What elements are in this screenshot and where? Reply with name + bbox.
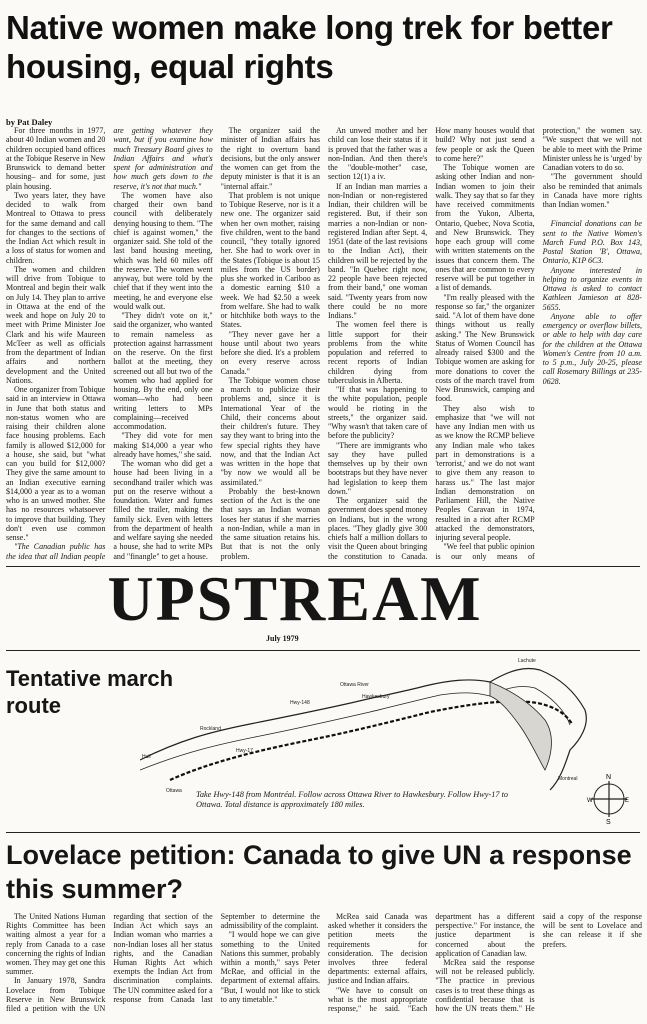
article-paragraph: If an Indian man marries a non-Indian or non-registered Indian, their children will be registered. But, if their son marries a non-Indian or non-registered Indian after Sept. 4, 1951 (date of the last revisions to the Indian Act), their children will be rejected by the band. "In Quebec right now, 22 people have been rejected from their band," one woman said. "Twenty years from now there could be no more Indians." [327, 181, 428, 320]
article-paragraph: The Tobique women are asking other Indian and non-Indian women to join their walk. They say that so far they have received commitments from the Yukon, Alberta, Ontario, Quebec, Nova Scotia, and New Brunswick. They hope each group will come with written statements on the issues that concern them. The ones that are common to every reserve will be put together in a list of demands. [435, 163, 535, 293]
route-map [140, 640, 600, 800]
article-paragraph: Probably the best-known section of the Act is the one that says an Indian woman loses her status if she marries a non-Indian, while a man in the same situation retains his. But that is not the only problem. [220, 486, 320, 561]
article-body [6, 126, 642, 568]
article-paragraph: "I'm really pleased with the response so far," the organizer said. "A lot of them have done things without us really asking." The New Brunswick Status of Women Council has already raised $300 and the Tobique women are asking for more donations to cover the costs of the march travel from New Brunswick, camping and food. [435, 292, 535, 404]
compass-w: W [587, 798, 593, 804]
map-label-hwy17: Hwy-17 [236, 748, 253, 754]
map-label-lachute: Lachute [518, 658, 536, 664]
article-paragraph: One organizer from Tobique said in an interview in Ottawa in June that both status and non-status women who are raising their children alone face housing problems. Each family is allowed $12,000 for a house, she said, but "what can you build for $12,000? They give the same amount to an Indian executive earning $14,000 a year as to a woman who is an unwed mother. She has no resources whatsoever to improve that building. They don't even use common sense." [6, 385, 106, 542]
article-headline-2: Lovelace petition: Canada to give UN a response this summer? [6, 840, 632, 904]
compass-s: S [606, 819, 611, 824]
map-label-montreal: Montreal [558, 776, 578, 782]
map-title: Tentative march route [6, 666, 174, 718]
compass-icon [587, 772, 631, 824]
compass-e: E [625, 798, 630, 804]
article-paragraph: "I would hope we can give something to the United Nations this summer, probably within a month," says Peter McRae, and official in the department of external affairs. "But, I would not like to stick to any timetable." [220, 930, 320, 1004]
article-paragraph: The organizer said the minister of Indian affairs has the right to overturn band decisions, but the only answer the women can get from the deputy minister is that it is an "internal affair." [220, 126, 320, 191]
compass-n: N [606, 774, 612, 781]
article-paragraph: The women and children will drive from Tobique to Montreal and begin their walk on July 14. They plan to arrive in Ottawa at the end of the week and hope on July 20 to meet with Prime Minister Joe Clark and his wife Maureen McTeer as well as officials from the department of Indian affairs and northern development and the United Nations. [6, 264, 106, 385]
billets-note: Anyone able to offer emergency or overflow billets, or able to help with day care for the children at the Ottawa Women's Centre from 10 a.m. to 5 p.m., July 20-25, please call Rosemary Billings at 235-0628. [542, 311, 642, 386]
article-paragraph: The women feel there is little support for their problems from the white population and referred to recent reports of Indian children dying from tuberculosis in Alberta. [327, 320, 428, 385]
map-label-ottawa-river: Ottawa River [340, 682, 369, 688]
article-paragraph: "We feel that public opinion is our only means of protection," the women say. "We suspect that we will not be able to meet with the Prime Minister unless he is 'urged' by Canadian voters to do so. [435, 126, 642, 561]
article-paragraph: Two years later, they have decided to walk from Montreal to Ottawa to press for the same demand and call for changes to the sections of the Indian Act which result in a loss of status for women and children. [6, 190, 106, 265]
article-paragraph: An unwed mother and her child can lose their status if it is proved that the father was a non-Indian. And then there's the "double-mother" case, section 12(1) a iv. [327, 126, 428, 182]
article-paragraph: The organizer said the government does spend money on Indians, but in the wrong places. "They gladly give 300 chiefs half a million dollars to visit the Queen about bringing the constitution to Canada. How many houses would that build? Why not just send a few people or ask the Queen to come here?" [327, 126, 535, 561]
article-body-2 [6, 912, 642, 1022]
article-headline: Native women make long trek for better housing, equal rights [6, 9, 613, 85]
article-paragraph: The women have also charged their own band council with deliberately denying housing to them. "The chief is against women," the organizer said. She told of the last band housing meeting, which was held 60 miles off the reserve. The women went anyway, but were told by the chief that if they went into the meeting, he and everyone else would walk out. [113, 190, 213, 311]
section-divider [6, 832, 640, 833]
article-paragraph: McRea said the response will not be released publicly. "The practice in previous cases is to treat these things as confidential because that is how the UN treats them." He said a copy of the response will be sent to Lovelace and she can release it if she prefers. [435, 912, 642, 1014]
map-label-hwy148: Hwy-148 [290, 700, 310, 706]
map-label-rockland: Rockland [200, 726, 221, 732]
article-paragraph: The Tobique women chose a march to publicize their problems and, since it is International Year of the Child, their concerns about their children's future. They say they want to bring into the few special rights they have now, and that the Indian Act was written in the hope that "by now we would all be assimilated." [220, 375, 320, 487]
article-paragraph: "We have to consult on what is the most appropriate response," he said. "Each department has a different perspective." For instance, the justice department is concerned about the application of Canadian law. [327, 912, 535, 1014]
article-paragraph: McRea said Canada was asked whether it considers the petition meets the requirements for consideration. The decision involves three federal departments: external affairs, justice and Indian affairs. [327, 912, 428, 986]
article-paragraph: "The Canadian public has the idea that all Indian people are getting whatever they want, but if you examine how much Treasury Board gives to Indian Affairs and what's spent for administration and how much gets down to the reserve, it's not that much." [6, 126, 213, 561]
article-paragraph: That problem is not unique to Tobique Reserve, nor is it a new one. The organizer said when her own mother, raising five children, went to the band council, "they totally ignored her. She had to work over in the States (Tobique is about 15 miles from the US border) plus she worked in Cariboo as a domestic earning $10 a week. We had $2.50 a week from welfare. She had to walk or hitchhike both ways to the States. [220, 190, 320, 330]
map-caption: Take Hwy-148 from Montréal. Follow across Ottawa River to Hawkesbury. Follow Hwy-17 to Ottawa. Total distance is approximately 180 miles. [196, 790, 509, 809]
donation-note: Financial donations can be sent to the Native Women's March Fund P.O. Box 143, Postal Station 'B', Ottawa, Ontario, K1P 6C3. [542, 219, 642, 266]
masthead-date: July 1979 [266, 634, 299, 643]
map-label-hull: Hull [142, 754, 151, 760]
island-shape [490, 682, 551, 770]
article-paragraph: The woman who did get a house had been living in a secondhand trailer which was put on the reserve without a foundation. Water and fumes filled the trailer, making the family sick. Even with letters from the department of health and welfare saying she needed a house, she had to write MPs and "finangle" to get a house. [113, 459, 213, 561]
article-paragraph: In January 1978, Sandra Lovelace from Tobique Reserve in New Brunswick filed a petition with the UN regarding that section of the Indian Act which says an Indian woman who marries a non-Indian loses all her status rights, and the Canadian Human Rights Act which exempts the Indian Act from discrimination complaints. The UN committee asked for a response from Canada last September to determine the admissibility of the complaint. [6, 912, 320, 1014]
article-paragraph: "They never gave her a house until about two years before she died. It's a problem on every reserve across Canada." [220, 329, 320, 376]
article-paragraph: "They did vote for men making $14,000 a year who already have homes," she said. [113, 431, 213, 459]
map-label-ottawa: Ottawa [166, 788, 182, 794]
article-paragraph: "If that was happening to the white population, people would be rioting in the streets," the organizer said. "Why wasn't that taken care of before the publicity? [327, 385, 428, 441]
article-paragraph: "They didn't vote on it," said the organizer, who wanted to remain nameless as protection against harrassment on the reserve. On the first ballot at the meeting, they screened out all but two of the women who had applied for housing. By the end, only one woman—who had been writing letters to MPs complaining—received accommodation. [113, 311, 213, 431]
article-paragraph: "There are immigrants who say they have pulled themselves up by their own bootstraps but they have never had legislation to keep them down." [327, 440, 428, 496]
contact-note: Anyone interested in helping to organize events in Ottawa is asked to contact Kathleen Jamieson at 828-5655. [542, 265, 642, 312]
article-paragraph: "The government should also be reminded that animals in Canada have more rights than Indian women." [542, 172, 642, 209]
byline: by Pat Daley [6, 117, 53, 127]
masthead-title: UPSTREAM [107, 563, 483, 634]
article-paragraph: The United Nations Human Rights Committee has been waiting almost a year for a reply from Canada to a case concerning the rights of Indian women. They may get one this summer. [6, 912, 106, 977]
map-label-hawkesbury: Hawkesbury [362, 694, 390, 700]
article-paragraph: For three months in 1977, about 40 Indian women and 20 children occupied band offices at the Tobique Reserve in New Brunswick to demand better housing– and for some, just plain housing. [6, 126, 106, 191]
article-paragraph: They also wish to emphasize that "we will not have any Indian men with us as we know the RCMP believe any Indian male who takes part in demonstrations is a 'terrorist,' and we do not want to give them any reason to harass us." The last major Indian demonstration on Parliament Hill, the Native Peoples Caravan in 1974, resulted in a riot after RCMP attacked the demonstrators, injuring several people. [435, 403, 535, 542]
